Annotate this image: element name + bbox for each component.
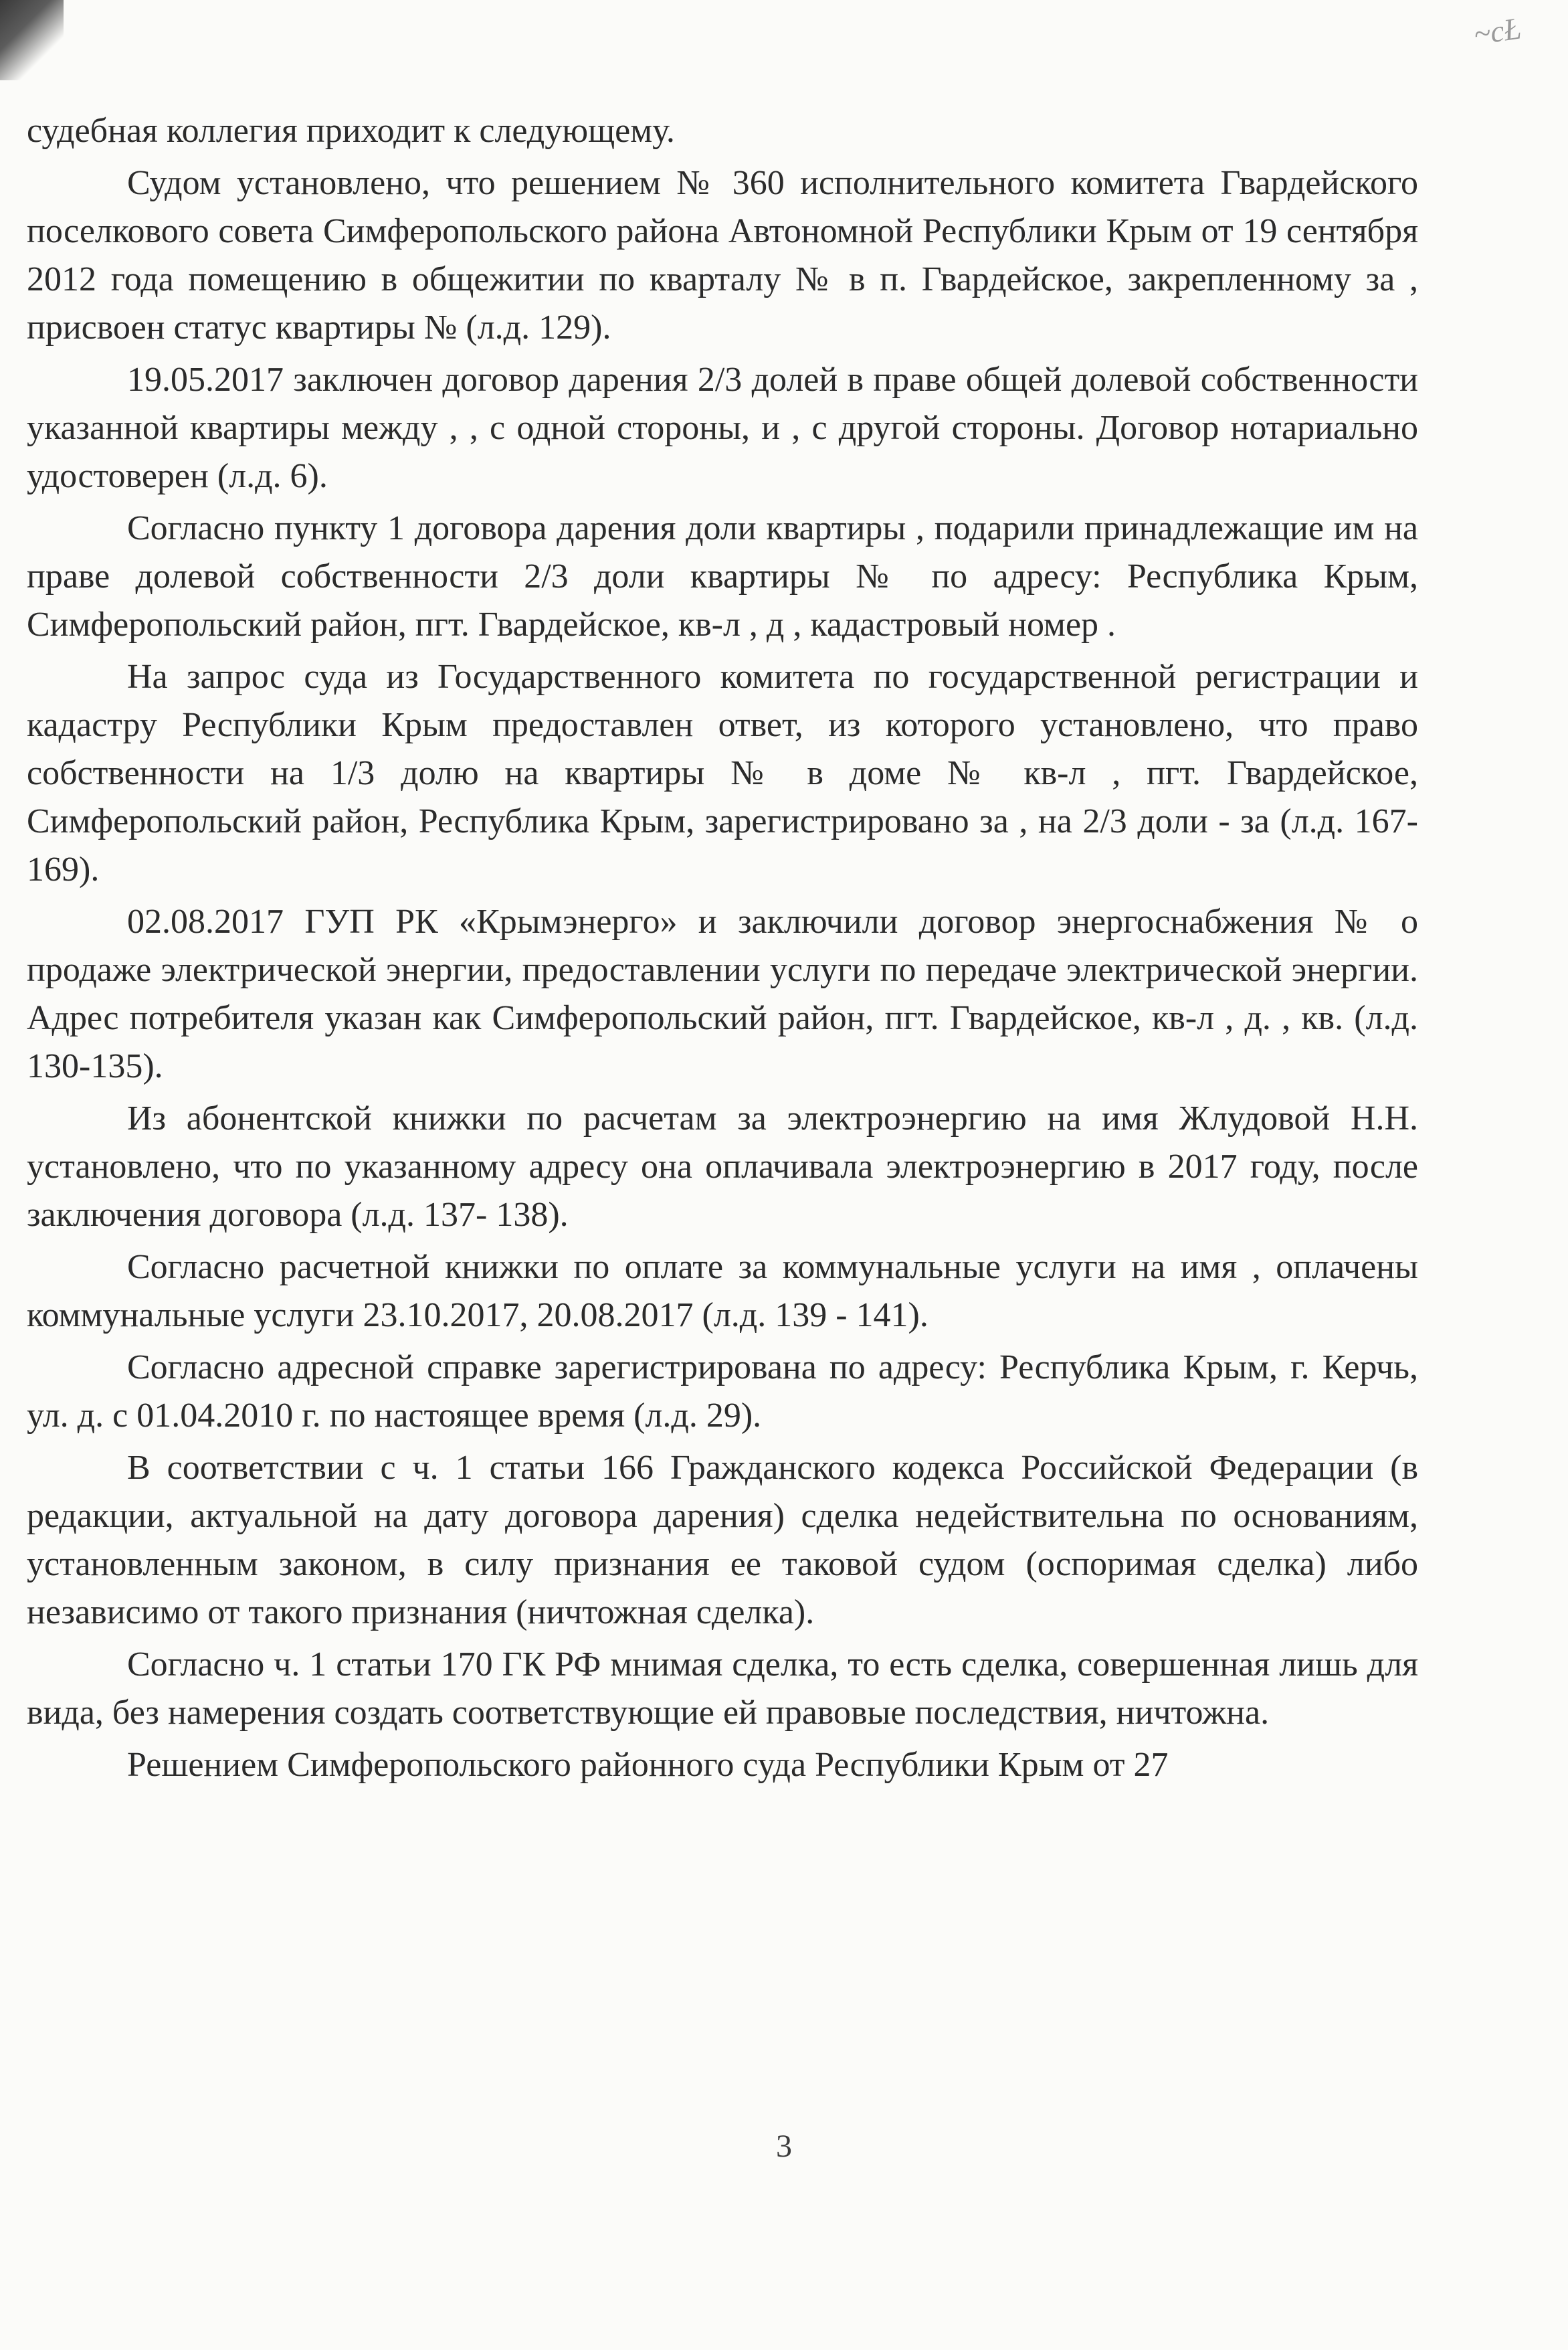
paragraph-9: Согласно адресной справке зарегистрирована по адресу: Республика Крым, г. Керчь, ул. д. с 01.04.2010 г. по настоящее время (л.д. 29). xyxy=(27,1348,1418,1435)
document-body xyxy=(27,107,1418,1793)
paragraph-10: В соответствии с ч. 1 статьи 166 Гражданского кодекса Российской Федерации (в редакции, актуальной на дату договора дарения) сделка недействительна по основаниям, установленным законом, в силу признания ее таковой судом (оспоримая сделка) либо независимо от такого признания (ничтожная сделка). xyxy=(27,1449,1418,1631)
paragraph-5: На запрос суда из Государственного комитета по государственной регистрации и кадастру Республики Крым предоставлен ответ, из которого установлено, что право собственности на 1/3 долю на квартиры № в доме № кв-л , пгт. Гвардейское, Симферопольский район, Республика Крым, зарегистрировано за , на 2/3 доли - за (л.д. 167-169). xyxy=(27,658,1418,889)
paragraph-12: Решением Симферопольского районного суда Республики Крым от 27 xyxy=(127,1746,1169,1784)
paragraph-3: 19.05.2017 заключен договор дарения 2/3 долей в праве общей долевой собственности указанной квартиры между , , с одной стороны, и , с другой стороны. Договор нотариально удостоверен (л.д. 6). xyxy=(27,361,1418,495)
paragraph-2: Судом установлено, что решением № 360 исполнительного комитета Гвардейского поселкового совета Симферопольского района Автономной Республики Крым от 19 сентября 2012 года помещению в общежитии по кварталу № в п. Гвардейское, закрепленному за , присвоен статус квартиры № (л.д. 129). xyxy=(27,164,1418,347)
paragraph-8: Согласно расчетной книжки по оплате за коммунальные услуги на имя , оплачены коммунальные услуги 23.10.2017, 20.08.2017 (л.д. 139 - 141). xyxy=(27,1248,1418,1334)
scanned-page-corner-shadow xyxy=(0,0,64,80)
paragraph-11: Согласно ч. 1 статьи 170 ГК РФ мнимая сделка, то есть сделка, совершенная лишь для вида, без намерения создать соответствующие ей правовые последствия, ничтожна. xyxy=(27,1645,1418,1732)
paragraph-1: судебная коллегия приходит к следующему. xyxy=(27,112,675,150)
handwritten-corner-mark: ~cŁ xyxy=(1471,11,1524,52)
paragraph-7: Из абонентской книжки по расчетам за электроэнергию на имя Жлудовой Н.Н. установлено, что по указанному адресу она оплачивала электроэнергию в 2017 году, после заключения договора (л.д. 137- 138). xyxy=(27,1099,1418,1234)
paragraph-4: Согласно пункту 1 договора дарения доли квартиры , подарили принадлежащие им на праве долевой собственности 2/3 доли квартиры № по адресу: Республика Крым, Симферопольский район, пгт. Гвардейское, кв-л , д , кадастровый номер . xyxy=(27,509,1418,644)
paragraph-6: 02.08.2017 ГУП РК «Крымэнерго» и заключили договор энергоснабжения № о продаже электрической энергии, предоставлении услуги по передаче электрической энергии. Адрес потребителя указан как Симферопольский район, пгт. Гвардейское, кв-л , д. , кв. (л.д. 130-135). xyxy=(27,903,1418,1085)
page-number: 3 xyxy=(776,2129,792,2164)
